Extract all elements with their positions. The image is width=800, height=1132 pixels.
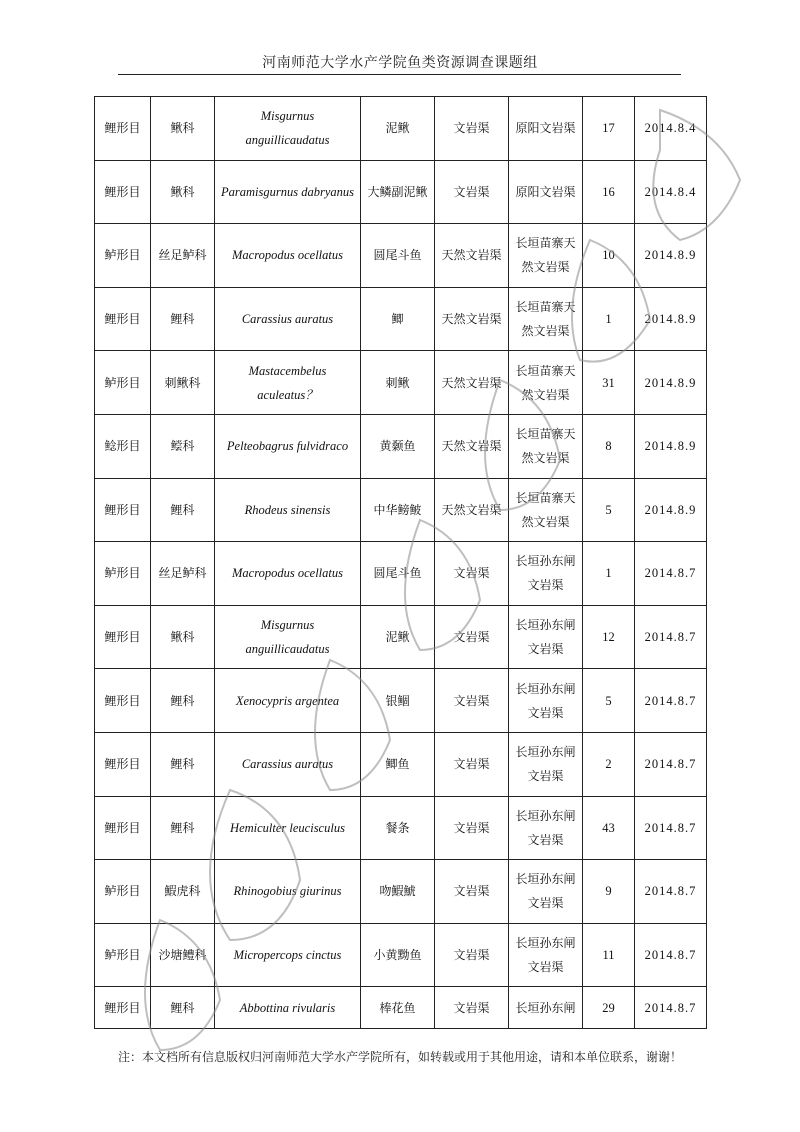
cell-family: 刺鳅科: [151, 351, 215, 415]
cell-water-body: 文岩渠: [435, 860, 509, 924]
cell-site: 长垣孙东闸文岩渠: [509, 732, 583, 796]
cell-scientific-name: Pelteobagrus fulvidraco: [215, 414, 361, 478]
cell-count: 12: [583, 605, 635, 669]
cell-count: 43: [583, 796, 635, 860]
cell-scientific-name: Hemiculter leucisculus: [215, 796, 361, 860]
cell-date: 2014.8.9: [635, 414, 707, 478]
cell-chinese-name: 棒花鱼: [361, 987, 435, 1029]
cell-scientific-name: Xenocypris argentea: [215, 669, 361, 733]
cell-count: 2: [583, 732, 635, 796]
cell-chinese-name: 银鲴: [361, 669, 435, 733]
page-header-title: 河南师范大学水产学院鱼类资源调查课题组: [262, 55, 538, 71]
cell-site: 长垣孙东闸文岩渠: [509, 860, 583, 924]
cell-chinese-name: 吻鰕鯱: [361, 860, 435, 924]
cell-date: 2014.8.4: [635, 97, 707, 161]
cell-water-body: 文岩渠: [435, 605, 509, 669]
cell-date: 2014.8.9: [635, 224, 707, 288]
cell-scientific-name: Macropodus ocellatus: [215, 542, 361, 606]
cell-site: 原阳文岩渠: [509, 160, 583, 224]
cell-scientific-name: Misgurnus anguillicaudatus: [215, 605, 361, 669]
cell-water-body: 文岩渠: [435, 160, 509, 224]
cell-date: 2014.8.9: [635, 351, 707, 415]
table-row: [95, 542, 707, 606]
cell-family: 鲤科: [151, 669, 215, 733]
cell-family: 沙塘鳢科: [151, 923, 215, 987]
cell-family: 鲤科: [151, 796, 215, 860]
cell-site: 长垣苗寨天然文岩渠: [509, 478, 583, 542]
cell-count: 1: [583, 287, 635, 351]
cell-family: 丝足鲈科: [151, 542, 215, 606]
cell-water-body: 天然文岩渠: [435, 287, 509, 351]
cell-scientific-name: Carassius auratus: [215, 732, 361, 796]
cell-order: 鲶形目: [95, 414, 151, 478]
cell-scientific-name: Rhinogobius giurinus: [215, 860, 361, 924]
cell-family: 鳅科: [151, 160, 215, 224]
cell-date: 2014.8.7: [635, 987, 707, 1029]
cell-scientific-name: Macropodus ocellatus: [215, 224, 361, 288]
cell-chinese-name: 刺鳅: [361, 351, 435, 415]
cell-order: 鲤形目: [95, 160, 151, 224]
cell-chinese-name: 大鳞副泥鳅: [361, 160, 435, 224]
cell-chinese-name: 泥鳅: [361, 97, 435, 161]
cell-date: 2014.8.9: [635, 478, 707, 542]
cell-family: 鳅科: [151, 97, 215, 161]
cell-scientific-name: Carassius auratus: [215, 287, 361, 351]
cell-water-body: 文岩渠: [435, 923, 509, 987]
cell-count: 8: [583, 414, 635, 478]
cell-site: 长垣孙东闸文岩渠: [509, 923, 583, 987]
cell-count: 31: [583, 351, 635, 415]
cell-count: 5: [583, 478, 635, 542]
cell-order: 鲈形目: [95, 860, 151, 924]
cell-scientific-name: Abbottina rivularis: [215, 987, 361, 1029]
cell-order: 鲤形目: [95, 97, 151, 161]
table-row: [95, 796, 707, 860]
table-row: [95, 669, 707, 733]
cell-site: 长垣苗寨天然文岩渠: [509, 351, 583, 415]
cell-order: 鲤形目: [95, 669, 151, 733]
table-row: [95, 860, 707, 924]
table-row: [95, 287, 707, 351]
cell-count: 11: [583, 923, 635, 987]
cell-date: 2014.8.7: [635, 669, 707, 733]
cell-water-body: 天然文岩渠: [435, 224, 509, 288]
header-rule: [118, 74, 681, 75]
cell-chinese-name: 餐条: [361, 796, 435, 860]
cell-date: 2014.8.4: [635, 160, 707, 224]
cell-date: 2014.8.7: [635, 860, 707, 924]
cell-order: 鲤形目: [95, 287, 151, 351]
cell-water-body: 文岩渠: [435, 987, 509, 1029]
table-row: [95, 97, 707, 161]
cell-order: 鲤形目: [95, 796, 151, 860]
cell-count: 10: [583, 224, 635, 288]
cell-water-body: 文岩渠: [435, 732, 509, 796]
cell-order: 鲤形目: [95, 605, 151, 669]
cell-family: 鲤科: [151, 478, 215, 542]
cell-scientific-name: Mastacembelus aculeatus？: [215, 351, 361, 415]
cell-date: 2014.8.7: [635, 605, 707, 669]
copyright-note: 注：本文档所有信息版权归河南师范大学水产学院所有，如转载或用于其他用途，请和本单位联系，谢谢！: [117, 1050, 682, 1064]
cell-chinese-name: 小黄黝鱼: [361, 923, 435, 987]
cell-scientific-name: Misgurnus anguillicaudatus: [215, 97, 361, 161]
cell-chinese-name: 鲫鱼: [361, 732, 435, 796]
cell-site: 原阳文岩渠: [509, 97, 583, 161]
cell-site: 长垣孙东闸文岩渠: [509, 669, 583, 733]
cell-site: 长垣孙东闸文岩渠: [509, 796, 583, 860]
cell-scientific-name: Rhodeus sinensis: [215, 478, 361, 542]
cell-chinese-name: 圆尾斗鱼: [361, 224, 435, 288]
cell-site: 长垣孙东闸文岩渠: [509, 605, 583, 669]
cell-count: 16: [583, 160, 635, 224]
table-row: [95, 732, 707, 796]
cell-family: 鳅科: [151, 605, 215, 669]
cell-chinese-name: 中华鳑鲏: [361, 478, 435, 542]
cell-order: 鲤形目: [95, 732, 151, 796]
cell-order: 鲤形目: [95, 478, 151, 542]
cell-order: 鲤形目: [95, 987, 151, 1029]
cell-chinese-name: 圆尾斗鱼: [361, 542, 435, 606]
cell-count: 5: [583, 669, 635, 733]
cell-count: 29: [583, 987, 635, 1029]
cell-count: 17: [583, 97, 635, 161]
cell-water-body: 文岩渠: [435, 542, 509, 606]
cell-count: 1: [583, 542, 635, 606]
table-row: [95, 224, 707, 288]
cell-water-body: 天然文岩渠: [435, 478, 509, 542]
cell-family: 鲤科: [151, 987, 215, 1029]
cell-date: 2014.8.7: [635, 796, 707, 860]
cell-date: 2014.8.7: [635, 542, 707, 606]
cell-chinese-name: 鲫: [361, 287, 435, 351]
cell-family: 鲤科: [151, 732, 215, 796]
table-row: [95, 414, 707, 478]
cell-order: 鲈形目: [95, 542, 151, 606]
fish-survey-table: [94, 96, 707, 1029]
cell-water-body: 文岩渠: [435, 669, 509, 733]
cell-water-body: 文岩渠: [435, 796, 509, 860]
cell-site: 长垣孙东闸: [509, 987, 583, 1029]
cell-family: 鲿科: [151, 414, 215, 478]
cell-date: 2014.8.7: [635, 923, 707, 987]
table-row: [95, 351, 707, 415]
table-row: [95, 478, 707, 542]
cell-order: 鲈形目: [95, 351, 151, 415]
cell-order: 鲈形目: [95, 923, 151, 987]
cell-water-body: 天然文岩渠: [435, 351, 509, 415]
cell-site: 长垣苗寨天然文岩渠: [509, 224, 583, 288]
table-row: [95, 987, 707, 1029]
cell-chinese-name: 黄颡鱼: [361, 414, 435, 478]
cell-chinese-name: 泥鳅: [361, 605, 435, 669]
cell-family: 丝足鲈科: [151, 224, 215, 288]
cell-order: 鲈形目: [95, 224, 151, 288]
cell-count: 9: [583, 860, 635, 924]
cell-water-body: 天然文岩渠: [435, 414, 509, 478]
table-row: [95, 160, 707, 224]
cell-site: 长垣孙东闸文岩渠: [509, 542, 583, 606]
table-row: [95, 923, 707, 987]
cell-scientific-name: Paramisgurnus dabryanus: [215, 160, 361, 224]
cell-date: 2014.8.9: [635, 287, 707, 351]
cell-site: 长垣苗寨天然文岩渠: [509, 287, 583, 351]
cell-water-body: 文岩渠: [435, 97, 509, 161]
cell-date: 2014.8.7: [635, 732, 707, 796]
cell-scientific-name: Micropercops cinctus: [215, 923, 361, 987]
cell-site: 长垣苗寨天然文岩渠: [509, 414, 583, 478]
table-row: [95, 605, 707, 669]
cell-family: 鲤科: [151, 287, 215, 351]
cell-family: 鰕虎科: [151, 860, 215, 924]
